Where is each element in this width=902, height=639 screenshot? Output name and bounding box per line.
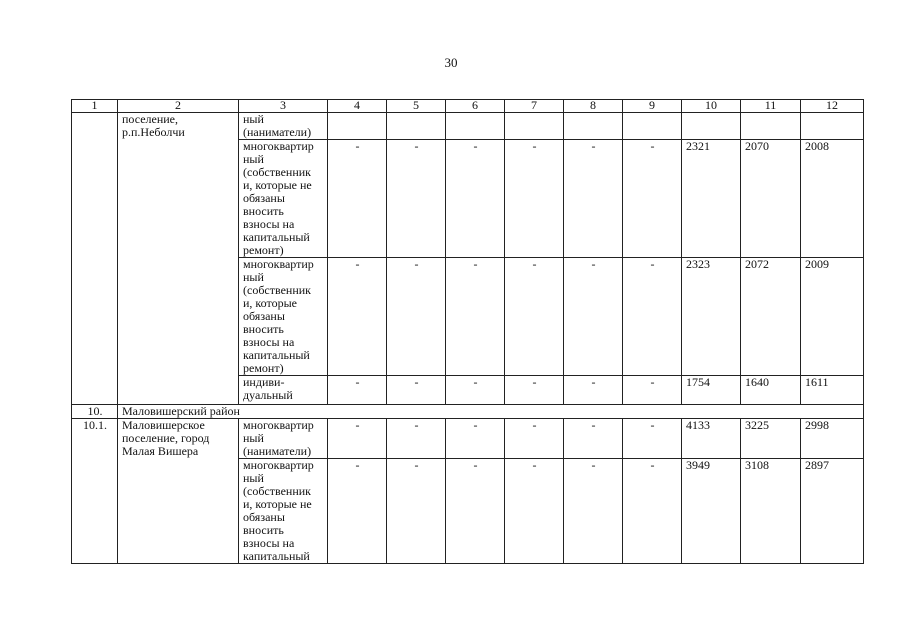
value-cell: 2009 (801, 258, 864, 376)
value-cell (741, 113, 801, 140)
value-cell: - (446, 258, 505, 376)
value-cell: - (505, 140, 564, 258)
settlement-name: Маловишерское поселение, город Малая Вишера (118, 419, 239, 564)
value-cell: - (387, 258, 446, 376)
value-cell: 2897 (801, 459, 864, 564)
value-cell: - (505, 258, 564, 376)
value-cell: 2072 (741, 258, 801, 376)
column-header: 5 (387, 100, 446, 113)
value-cell: - (387, 376, 446, 405)
value-cell: - (564, 258, 623, 376)
value-cell: 1754 (682, 376, 741, 405)
value-cell: - (328, 258, 387, 376)
value-cell: 2321 (682, 140, 741, 258)
value-cell: - (564, 419, 623, 459)
value-cell: - (623, 459, 682, 564)
settlement-index: 10.1. (72, 419, 118, 564)
value-cell: - (446, 459, 505, 564)
value-cell: - (564, 376, 623, 405)
value-cell: - (387, 459, 446, 564)
value-cell: - (623, 419, 682, 459)
value-cell: 2070 (741, 140, 801, 258)
value-cell: - (328, 459, 387, 564)
value-cell: - (446, 140, 505, 258)
row-index-cell (72, 113, 118, 405)
housing-type: многоквартир ный (наниматели) (239, 419, 328, 459)
value-cell: 3225 (741, 419, 801, 459)
housing-type: многоквартир ный (собственник и, которые обязаны вносить взносы на капитальный ремонт) (239, 258, 328, 376)
value-cell (328, 113, 387, 140)
value-cell (564, 113, 623, 140)
value-cell: 2998 (801, 419, 864, 459)
value-cell: - (387, 140, 446, 258)
value-cell: 2008 (801, 140, 864, 258)
housing-type: ный (наниматели) (239, 113, 328, 140)
value-cell: - (328, 376, 387, 405)
column-header: 2 (118, 100, 239, 113)
column-header: 8 (564, 100, 623, 113)
value-cell: 1611 (801, 376, 864, 405)
value-cell (387, 113, 446, 140)
value-cell: - (387, 419, 446, 459)
municipality-name: поселение, р.п.Неболчи (118, 113, 239, 405)
value-cell: - (623, 258, 682, 376)
value-cell: - (328, 140, 387, 258)
value-cell (446, 113, 505, 140)
value-cell: - (505, 459, 564, 564)
value-cell: 4133 (682, 419, 741, 459)
housing-type: многоквартир ный (собственник и, которые не обязаны вносить взносы на капитальный (239, 459, 328, 564)
value-cell: 2323 (682, 258, 741, 376)
value-cell: - (446, 419, 505, 459)
table-row (72, 113, 864, 140)
value-cell: - (505, 419, 564, 459)
value-cell (682, 113, 741, 140)
value-cell: - (328, 419, 387, 459)
value-cell (505, 113, 564, 140)
table-row (72, 419, 864, 459)
header-row (72, 100, 864, 113)
page-number: 30 (444, 55, 458, 70)
column-header: 10 (682, 100, 741, 113)
value-cell: - (623, 140, 682, 258)
value-cell: 3949 (682, 459, 741, 564)
column-header: 1 (72, 100, 118, 113)
value-cell (801, 113, 864, 140)
tariff-table (71, 99, 864, 564)
column-header: 6 (446, 100, 505, 113)
value-cell: - (564, 459, 623, 564)
value-cell: 3108 (741, 459, 801, 564)
district-index: 10. (72, 405, 118, 419)
column-header: 12 (801, 100, 864, 113)
column-header: 3 (239, 100, 328, 113)
column-header: 7 (505, 100, 564, 113)
value-cell: - (623, 376, 682, 405)
value-cell: 1640 (741, 376, 801, 405)
value-cell: - (446, 376, 505, 405)
value-cell (623, 113, 682, 140)
column-header: 4 (328, 100, 387, 113)
housing-type: многоквартир ный (собственник и, которые не обязаны вносить взносы на капитальный ремонт) (239, 140, 328, 258)
district-name: Маловишерский район (118, 405, 864, 419)
district-row (72, 405, 864, 419)
housing-type: индиви- дуальный (239, 376, 328, 405)
value-cell: - (564, 140, 623, 258)
column-header: 9 (623, 100, 682, 113)
value-cell: - (505, 376, 564, 405)
column-header: 11 (741, 100, 801, 113)
